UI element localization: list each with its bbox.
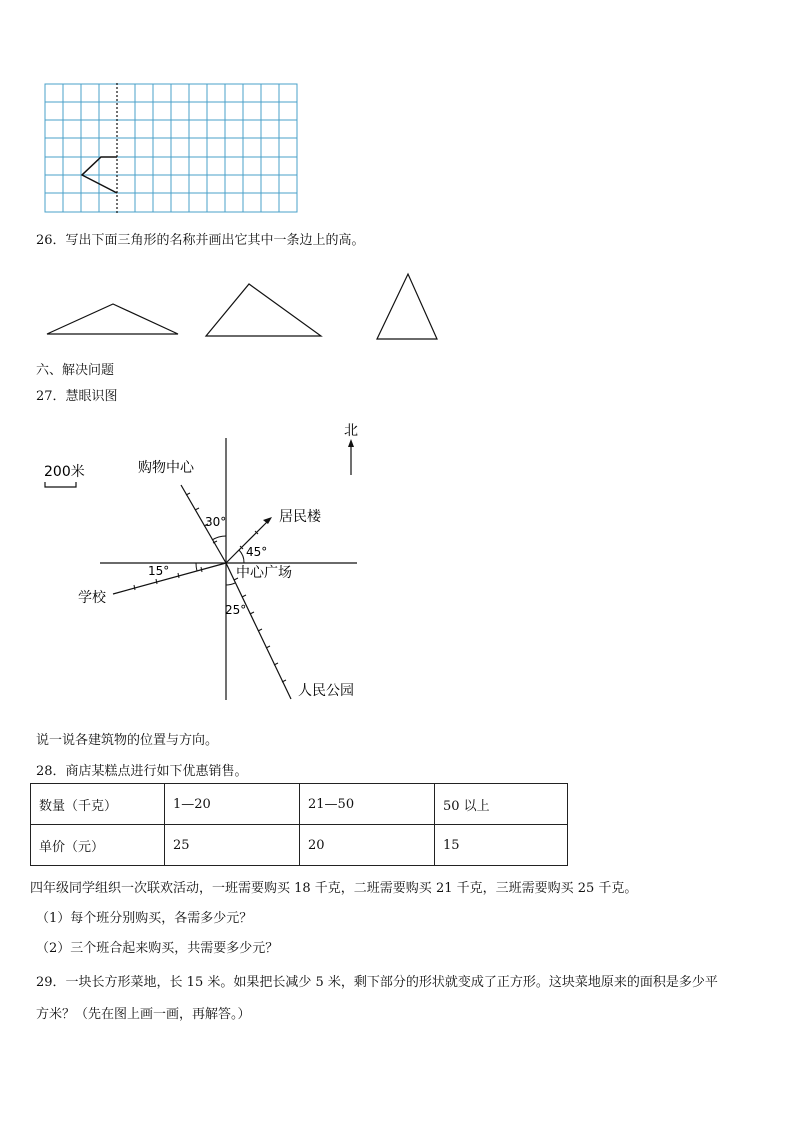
angle-45-label: 45° [246, 545, 268, 559]
table-cell: 1—20 [165, 784, 300, 825]
park-label: 人民公园 [298, 683, 354, 699]
q29-line2: 方米？（先在图上画一画，再解答。） [36, 1007, 251, 1022]
table-row [31, 825, 568, 866]
residential-arrow-icon [263, 517, 272, 524]
table-cell: 单价（元） [31, 825, 165, 866]
grid-figure [44, 83, 300, 215]
north-arrow-icon [348, 439, 354, 447]
direction-map [0, 410, 400, 710]
scale-bar [45, 482, 76, 487]
table-cell: 20 [300, 825, 435, 866]
arc-45 [239, 550, 244, 563]
table-cell: 15 [435, 825, 568, 866]
angle-25-label: 25° [225, 603, 247, 617]
table-cell: 25 [165, 825, 300, 866]
table-row [31, 784, 568, 825]
north-label: 北 [344, 423, 358, 439]
angle-30-label: 30° [205, 515, 227, 529]
park-ticks [234, 578, 286, 682]
angle-15-label: 15° [148, 564, 170, 578]
q28-sub1: （1）每个班分别购买，各需多少元？ [36, 911, 253, 926]
obtuse-triangle [47, 304, 178, 334]
table-cell: 21—50 [300, 784, 435, 825]
arc-30 [212, 536, 226, 540]
shopping-label: 购物中心 [138, 460, 194, 476]
q27-prompt: 说一说各建筑物的位置与方向。 [36, 733, 219, 748]
scale-label: 200米 [44, 464, 85, 480]
acute-triangle [377, 274, 437, 339]
q27-text: 27．慧眼识图 [36, 389, 118, 404]
arc-25 [226, 583, 235, 585]
q28-sub2: （2）三个班合起来购买，共需要多少元？ [36, 941, 279, 956]
q28-text: 28．商店某糕点进行如下优惠销售。 [36, 764, 248, 779]
q29-line1: 29．一块长方形菜地，长 15 米。如果把长减少 5 米，剩下部分的形状就变成了正方形。这块菜地原来的面积是多少平 [36, 975, 718, 990]
residential-label: 居民楼 [279, 509, 321, 525]
q26-text: 26．写出下面三角形的名称并画出它其中一条边上的高。 [36, 233, 365, 248]
pricing-table [30, 783, 568, 866]
triangles-figure [40, 268, 450, 348]
school-label: 学校 [78, 590, 106, 606]
grid-lines [45, 84, 297, 212]
right-triangle [206, 284, 321, 336]
arc-15 [196, 563, 197, 571]
school-ray [113, 563, 226, 594]
section-title: 六、解决问题 [36, 363, 115, 378]
table-cell: 数量（千克） [31, 784, 165, 825]
q28-desc: 四年级同学组织一次联欢活动，一班需要购买 18 千克，二班需要购买 21 千克，三班需要购买 25 千克。 [30, 881, 638, 896]
plaza-label: 中心广场 [236, 565, 292, 581]
table-cell: 50 以上 [435, 784, 568, 825]
